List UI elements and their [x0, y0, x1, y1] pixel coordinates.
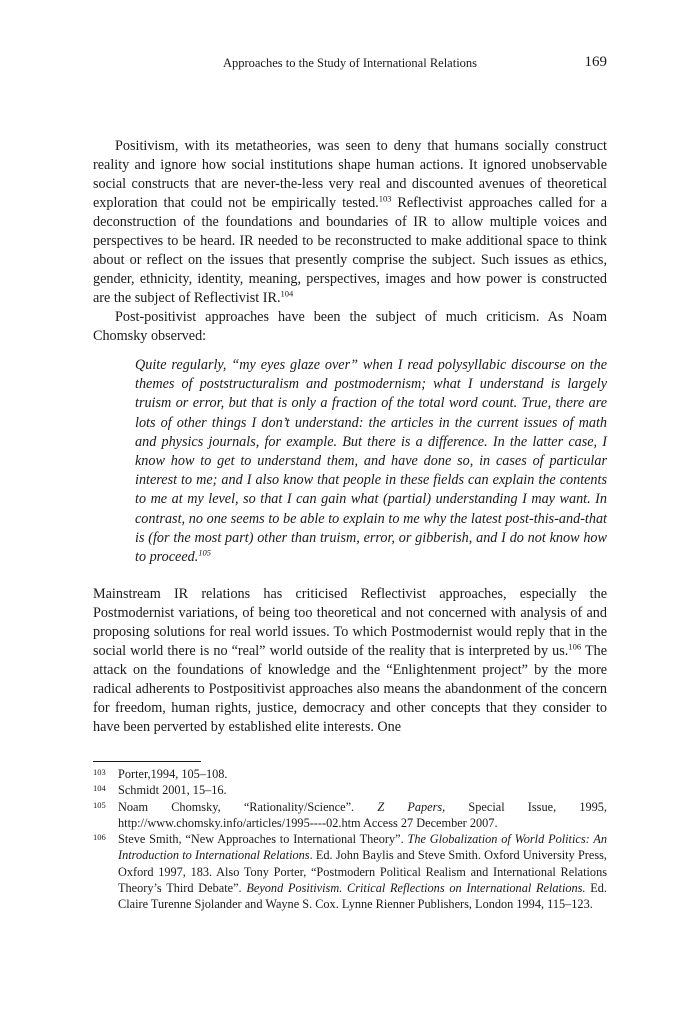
footnote-number: 105 — [93, 799, 106, 810]
footnotes-section — [93, 766, 607, 913]
footnote-ref[interactable]: 104 — [280, 288, 294, 299]
footnote-text — [118, 832, 607, 911]
paragraph-text: Post-positivist approaches have been the subject of much criticism. As Noam Chomsky observed: — [93, 309, 607, 344]
footnote-number: 106 — [93, 832, 106, 843]
footnote-103 — [93, 766, 607, 782]
body-text — [93, 137, 607, 737]
footnote-text-part: Ed. Claire Turenne Sjolander and Wayne S. Cox. Lynne Rienner Publishers, London 1994, 115–123. — [118, 881, 607, 912]
footnote-106 — [93, 831, 607, 912]
running-header — [93, 54, 607, 74]
paragraph-text: Reflectivist approaches called for a deconstruction of the foundations and boundaries of IR to allow multiple voices and perspectives to be heard. IR needed to be reconstructed to make additional space to think about or reflect on the issues that presently comprise the subject. Such issues as ethics, gender, ethnicity, identity, meaning, perspectives, images and how power is constructed are the subject of Reflectivist IR. — [93, 195, 607, 306]
paragraph-text: The attack on the foundations of knowledge and the “Enlightenment project” by the more radical adherents to Postpositivist approaches also means the abandonment of the concern for freedom, human rights, justice, democracy and other concepts that they consider to have been perverted by established elite interests. One — [93, 643, 607, 736]
block-quote — [135, 356, 607, 567]
footnote-text: Porter,1994, 105–108. — [118, 767, 228, 781]
footnote-ref[interactable]: 103 — [378, 193, 392, 204]
paragraph-text: Positivism, with its metatheories, was seen to deny that humans socially construct reality and ignore how social institutions shape human actions. It ignored unobservable social constructs that are never-the-less very real and discounted avenues of theoretical exploration that could not be empirically tested. — [93, 138, 607, 211]
footnote-text-part: Noam Chomsky, “Rationality/Science”. — [118, 799, 378, 814]
paragraph-post-positivist — [93, 308, 607, 346]
paragraph-positivism — [93, 137, 607, 308]
footnote-text — [118, 800, 607, 830]
footnote-ref[interactable]: 105 — [198, 547, 212, 558]
footnote-number: 103 — [93, 767, 106, 777]
quote-text: Quite regularly, “my eyes glaze over” when I read polysyllabic discourse on the themes of poststructuralism and postmodernism; what I understand is largely truism or error, but that is only a fraction of the total word count. True, there are lots of other things I don’t understand: the articles in the current issues of math and physics journals, for example. But there is a difference. In the latter case, I know how to get to understand them, and have done so, in cases of particular interest to me; and I also know that people in these fields can explain the contents to me at my level, so that I can gain what (partial) understanding I may want. In contrast, no one seems to be able to explain to me why the latest post-this-and-that is (for the most part) other than truism, error, or gibberish, and I do not know how to proceed. — [135, 357, 607, 566]
footnote-text-part: Steve Smith, “New Approaches to International Theory”. — [118, 832, 408, 847]
footnote-text-part: . Ed. John Baylis and Steve Smith. Oxford University Press, Oxford 1997, 183. Also Tony Porter, “Postmodern Political Realism and International Relations Theory’s Third Debate”. — [118, 848, 608, 896]
running-title: Approaches to the Study of International Relations — [222, 56, 478, 70]
footnote-divider — [93, 761, 201, 762]
footnote-105 — [93, 799, 607, 832]
paragraph-text: Mainstream IR relations has criticised Reflectivist approaches, especially the Postmodernist variations, of being too theoretical and not concerned with analysis of and proposing solutions for real world issues. To which Postmodernist would reply that in the social world there is no “real” world outside of the reality that is interpreted by us. — [93, 586, 607, 660]
footnote-text-part: Special Issue, 1995, http://www.chomsky.info/articles/1995----02.htm Access 27 December 2007. — [118, 799, 608, 830]
footnote-ref[interactable]: 106 — [568, 641, 582, 652]
footnote-text: Schmidt 2001, 15–16. — [118, 783, 227, 798]
footnote-publication: Beyond Positivism. Critical Reflections on International Relations. — [246, 881, 586, 896]
footnote-number: 104 — [93, 783, 106, 794]
footnote-publication: Z Papers, — [377, 799, 446, 814]
page-number: 169 — [584, 54, 607, 70]
footnote-104 — [93, 782, 607, 798]
footnote-publication: The Globalization of World Politics: An Introduction to International Relations — [118, 832, 607, 863]
paragraph-mainstream — [93, 585, 607, 737]
